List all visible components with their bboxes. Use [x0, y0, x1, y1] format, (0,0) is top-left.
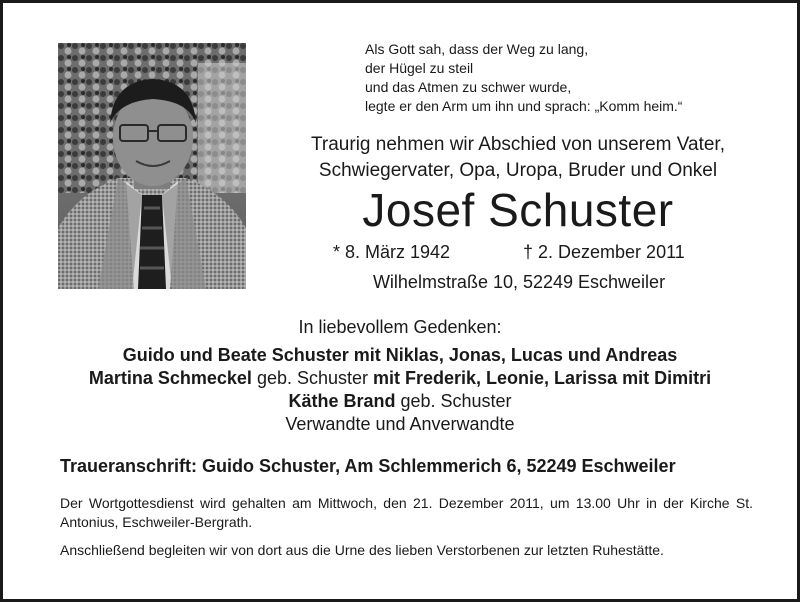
closing-info: Anschließend begleiten wir von dort aus die Urne des lieben Verstorbenen zur letzten Ruhestätte. [60, 542, 664, 558]
poem-line: und das Atmen zu schwer wurde, [365, 79, 572, 95]
intro-line: Schwiegervater, Opa, Uropa, Bruder und Onkel [318, 160, 718, 181]
intro-text [253, 132, 783, 184]
deceased-name: Josef Schuster [362, 184, 674, 236]
family-line: Verwandte und Anverwandte [285, 414, 515, 434]
service-info: Der Wortgottesdienst wird gehalten am Mittwoch, den 21. Dezember 2011, um 13.00 Uhr in der Kirche St. Antonius, Eschweiler-Bergrath. [60, 495, 753, 530]
family-list [3, 344, 797, 436]
family-names: Guido und Beate Schuster mit Niklas, Jonas, Lucas und Andreas [122, 345, 678, 365]
family-line [3, 344, 797, 367]
maiden-name: geb. Schuster [395, 391, 512, 411]
death-date: † 2. Dezember 2011 [523, 242, 685, 262]
family-names: Martina Schmeckel [88, 368, 252, 388]
mourning-address: Traueranschrift: Guido Schuster, Am Schlemmerich 6, 52249 Eschweiler [60, 456, 676, 476]
poem [365, 40, 785, 116]
intro-line: Traurig nehmen wir Abschied von unserem Vater, [311, 134, 725, 155]
memory-heading: In liebevollem Gedenken: [298, 317, 502, 337]
portrait-photo [58, 43, 246, 289]
poem-line: Als Gott sah, dass der Weg zu lang, [365, 41, 589, 57]
family-line [3, 367, 797, 390]
family-names: Käthe Brand [288, 391, 396, 411]
deceased-address: Wilhelmstraße 10, 52249 Eschweiler [372, 272, 666, 292]
family-line [3, 390, 797, 413]
portrait-photo-graphic [58, 43, 246, 289]
birth-date: * 8. März 1942 [333, 242, 451, 262]
poem-line: der Hügel zu steil [365, 60, 474, 76]
maiden-name: geb. Schuster [251, 368, 374, 388]
family-names: mit Frederik, Leonie, Larissa mit Dimitri [373, 368, 712, 388]
poem-line: legte er den Arm um ihn und sprach: „Komm heim.“ [365, 98, 683, 114]
